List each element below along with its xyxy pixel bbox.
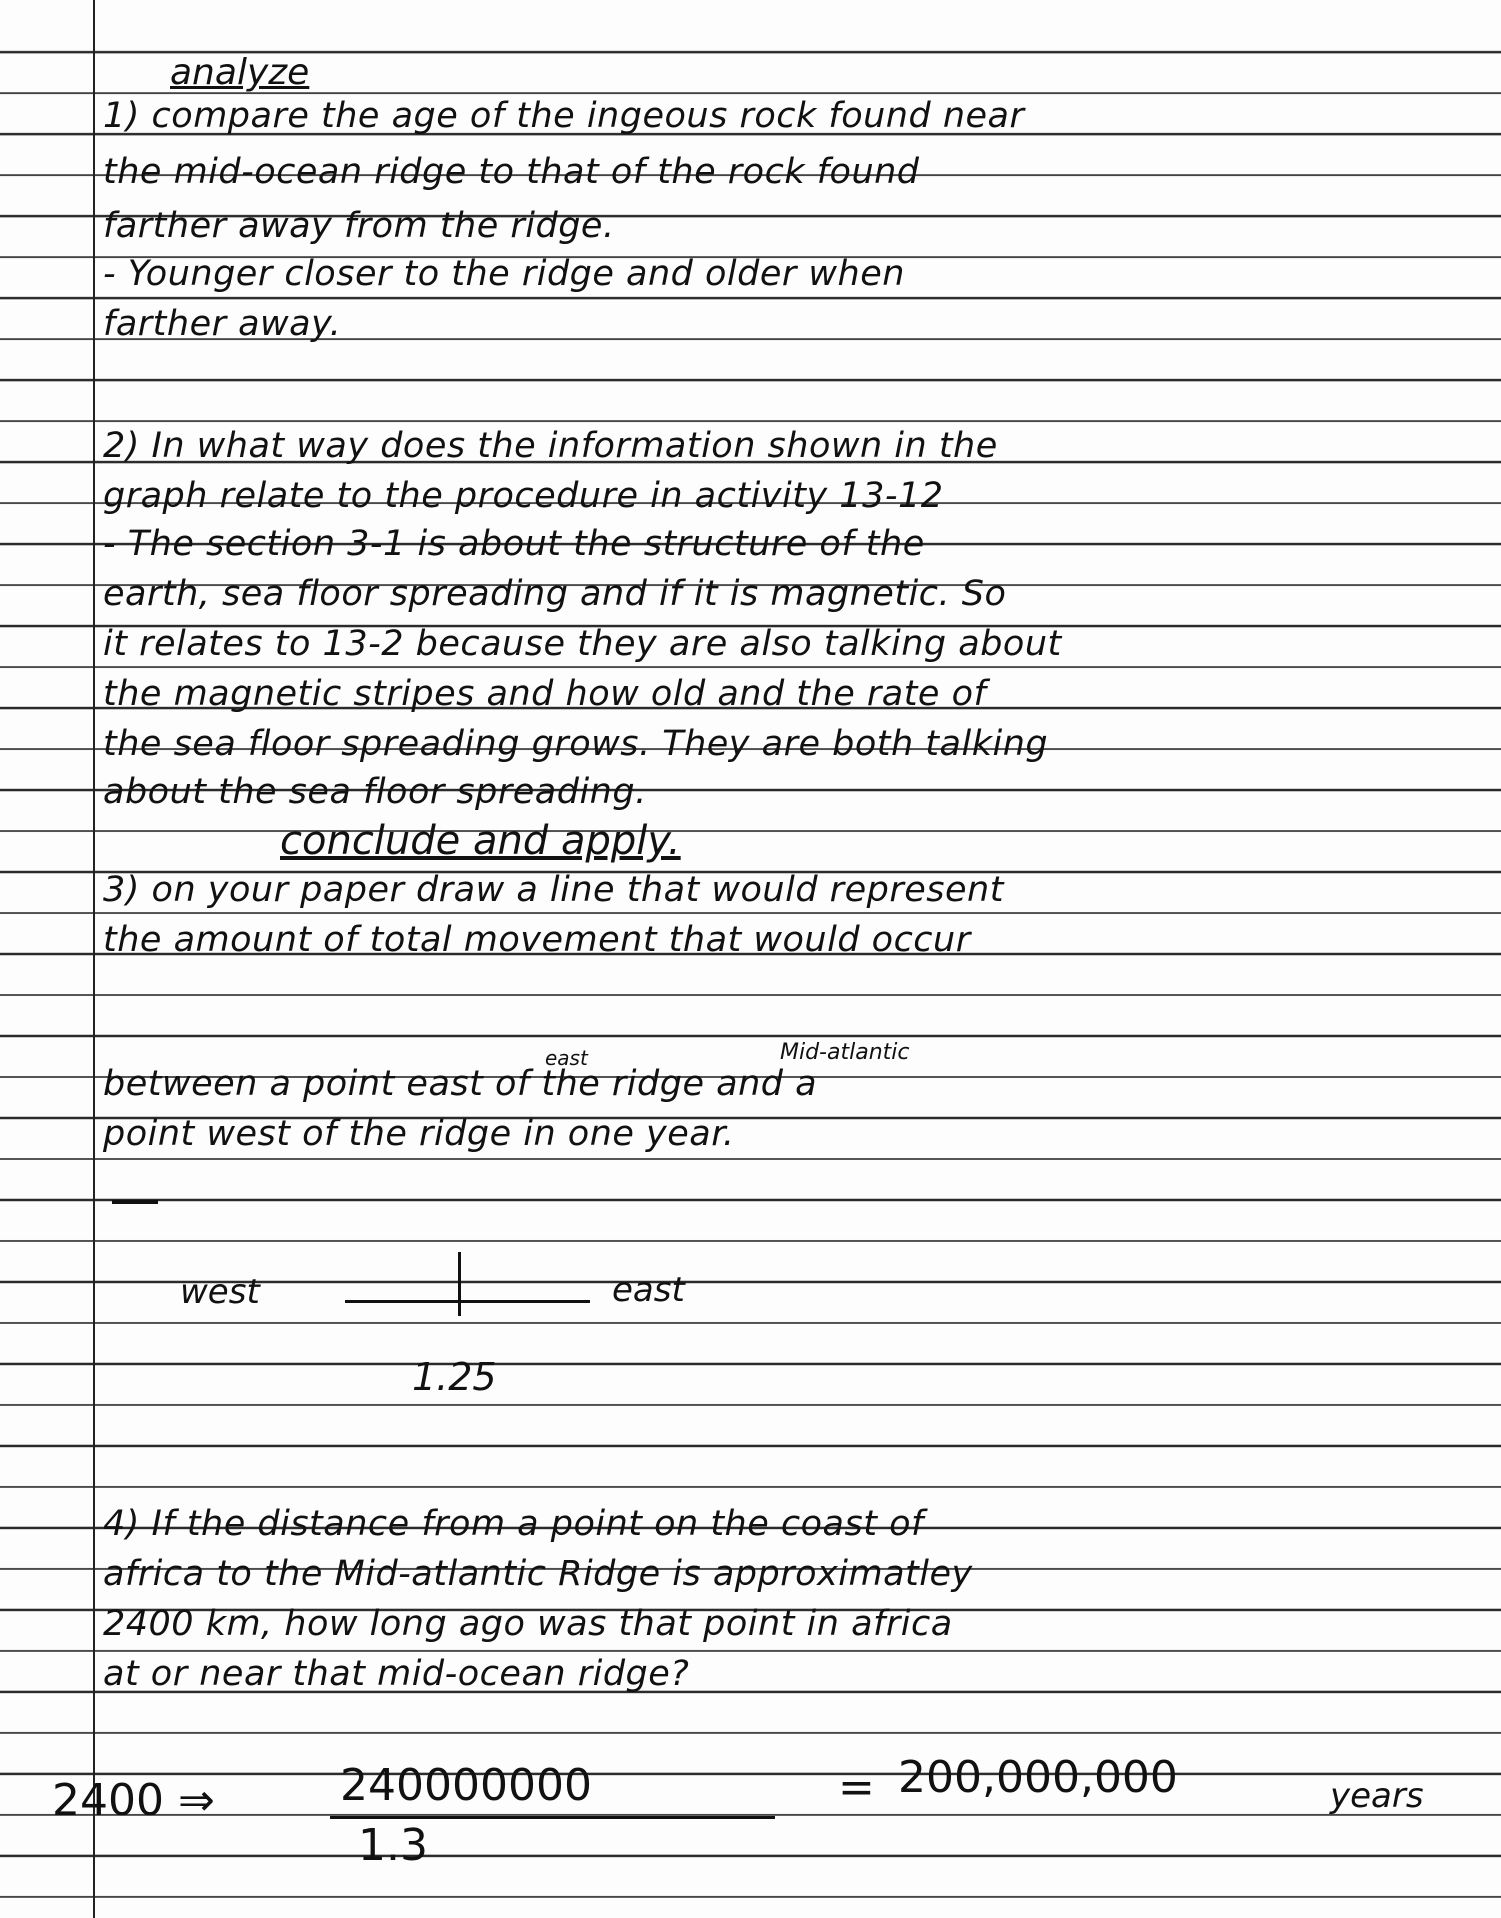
q1-line-1: 1) compare the age of the ingeous rock found near: [103, 96, 1025, 136]
calc-start: 2400 ⇒: [52, 1775, 215, 1826]
conclude-heading: conclude and apply.: [280, 818, 681, 864]
diagram-west-label: west: [180, 1272, 260, 1312]
diagram-movement-line: [345, 1300, 590, 1303]
q2-line-6: the magnetic stripes and how old and the rate of: [103, 674, 987, 714]
q3-line-2: the amount of total movement that would occur: [103, 920, 971, 960]
q4-line-2: africa to the Mid-atlantic Ridge is approximatley: [103, 1554, 973, 1594]
q3-insert-east: east: [545, 1046, 588, 1070]
q1-line-3: farther away from the ridge.: [103, 206, 615, 246]
q1-line-2: the mid-ocean ridge to that of the rock found: [103, 152, 920, 192]
q1-line-5: farther away.: [103, 304, 342, 344]
q3-insert-midatlantic: Mid-atlantic: [780, 1040, 910, 1065]
q3-line-3: between a point east of the ridge and a: [103, 1064, 818, 1104]
calc-numerator: 240000000: [340, 1760, 592, 1811]
q4-line-4: at or near that mid-ocean ridge?: [103, 1654, 690, 1694]
q2-line-3: - The section 3-1 is about the structure of the: [103, 524, 925, 564]
calc-fraction-bar: [330, 1816, 775, 1819]
q4-line-1: 4) If the distance from a point on the coast of: [103, 1504, 924, 1544]
diagram-east-label: east: [612, 1270, 685, 1310]
calc-equals: =: [838, 1762, 875, 1813]
q3-line-4: point west of the ridge in one year.: [103, 1114, 735, 1154]
q4-line-3: 2400 km, how long ago was that point in africa: [103, 1604, 953, 1644]
calc-unit: years: [1330, 1776, 1424, 1816]
q2-line-7: the sea floor spreading grows. They are both talking: [103, 724, 1049, 764]
calc-denominator: 1.3: [358, 1820, 428, 1871]
analyze-heading: analyze: [170, 52, 310, 93]
calc-result: 200,000,000: [898, 1752, 1178, 1803]
dash-mark: [112, 1200, 158, 1204]
q2-line-4: earth, sea floor spreading and if it is magnetic. So: [103, 574, 1007, 614]
q1-line-4: - Younger closer to the ridge and older when: [103, 254, 905, 294]
q2-line-1: 2) In what way does the information shown in the: [103, 426, 998, 466]
diagram-value-label: 1.25: [412, 1355, 497, 1399]
q3-line-1: 3) on your paper draw a line that would represent: [103, 870, 1004, 910]
q2-line-2: graph relate to the procedure in activity 13-12: [103, 476, 944, 516]
diagram-ridge-tick: [458, 1252, 461, 1316]
q2-line-8: about the sea floor spreading.: [103, 772, 647, 812]
q2-line-5: it relates to 13-2 because they are also talking about: [103, 624, 1062, 664]
margin-line: [93, 0, 95, 1918]
